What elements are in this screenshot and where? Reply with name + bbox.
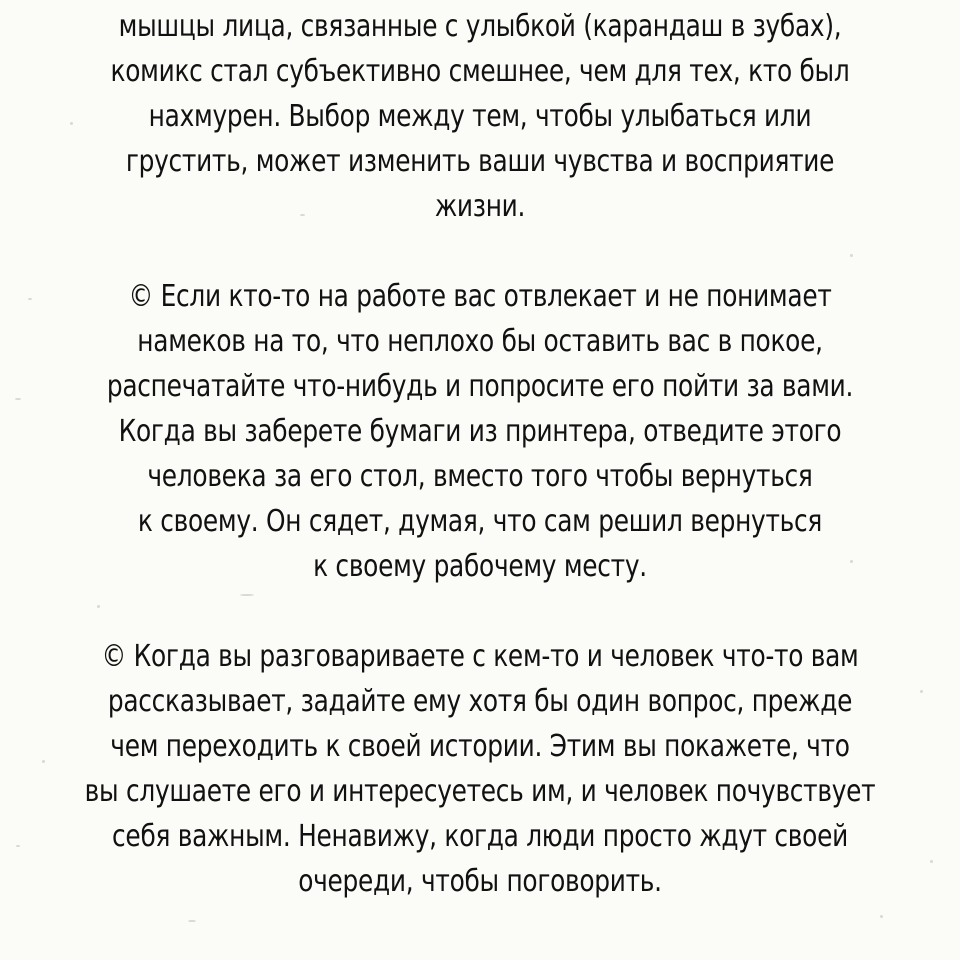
text-line: рассказывает, задайте ему хотя бы один вопрос, прежде <box>107 684 853 719</box>
text-line: мышцы лица, связанные с улыбкой (карандаш в зубах), <box>118 9 842 44</box>
paper-speck <box>930 860 933 863</box>
text-line: вы слушаете его и интересуетесь им, и человек почувствует <box>84 774 876 809</box>
text-line: © Когда вы разговариваете с кем-то и человек что-то вам <box>101 639 859 674</box>
paper-speck <box>28 298 32 300</box>
text-line: к своему. Он сядет, думая, что сам решил вернуться <box>137 504 823 539</box>
text-line: очереди, чтобы поговорить. <box>298 864 662 899</box>
paragraph-1 <box>40 4 920 229</box>
paper-speck <box>188 920 196 922</box>
text-line: нахмурен. Выбор между тем, чтобы улыбаться или <box>148 99 812 134</box>
paragraph-3 <box>40 634 920 904</box>
text-line: жизни. <box>434 189 526 224</box>
text-line: человека за его стол, вместо того чтобы вернуться <box>147 459 813 494</box>
paper-speck <box>16 845 20 847</box>
text-line: комикс стал субъективно смешнее, чем для тех, кто был <box>110 54 850 89</box>
text-line: себя важным. Ненавижу, когда люди просто ждут своей <box>112 819 848 854</box>
text-line: чем переходить к своей истории. Этим вы покажете, что <box>110 729 850 764</box>
page-text <box>40 4 920 904</box>
paper-speck <box>15 398 21 400</box>
text-line: к своему рабочему месту. <box>313 549 647 584</box>
paragraph-gap <box>40 229 920 274</box>
text-line: намеков на то, что неплохо бы оставить вас в покое, <box>137 324 823 359</box>
paper-speck <box>920 690 923 693</box>
paragraph-2 <box>40 274 920 589</box>
text-line: распечатайте что-нибудь и попросите его пойти за вами. <box>106 369 854 404</box>
text-line: Когда вы заберете бумаги из принтера, отведите этого <box>118 414 842 449</box>
paper-speck <box>880 915 883 918</box>
text-line: © Если кто-то на работе вас отвлекает и не понимает <box>128 279 832 314</box>
text-line: грустить, может изменить ваши чувства и восприятие <box>125 144 835 179</box>
paragraph-gap <box>40 589 920 634</box>
